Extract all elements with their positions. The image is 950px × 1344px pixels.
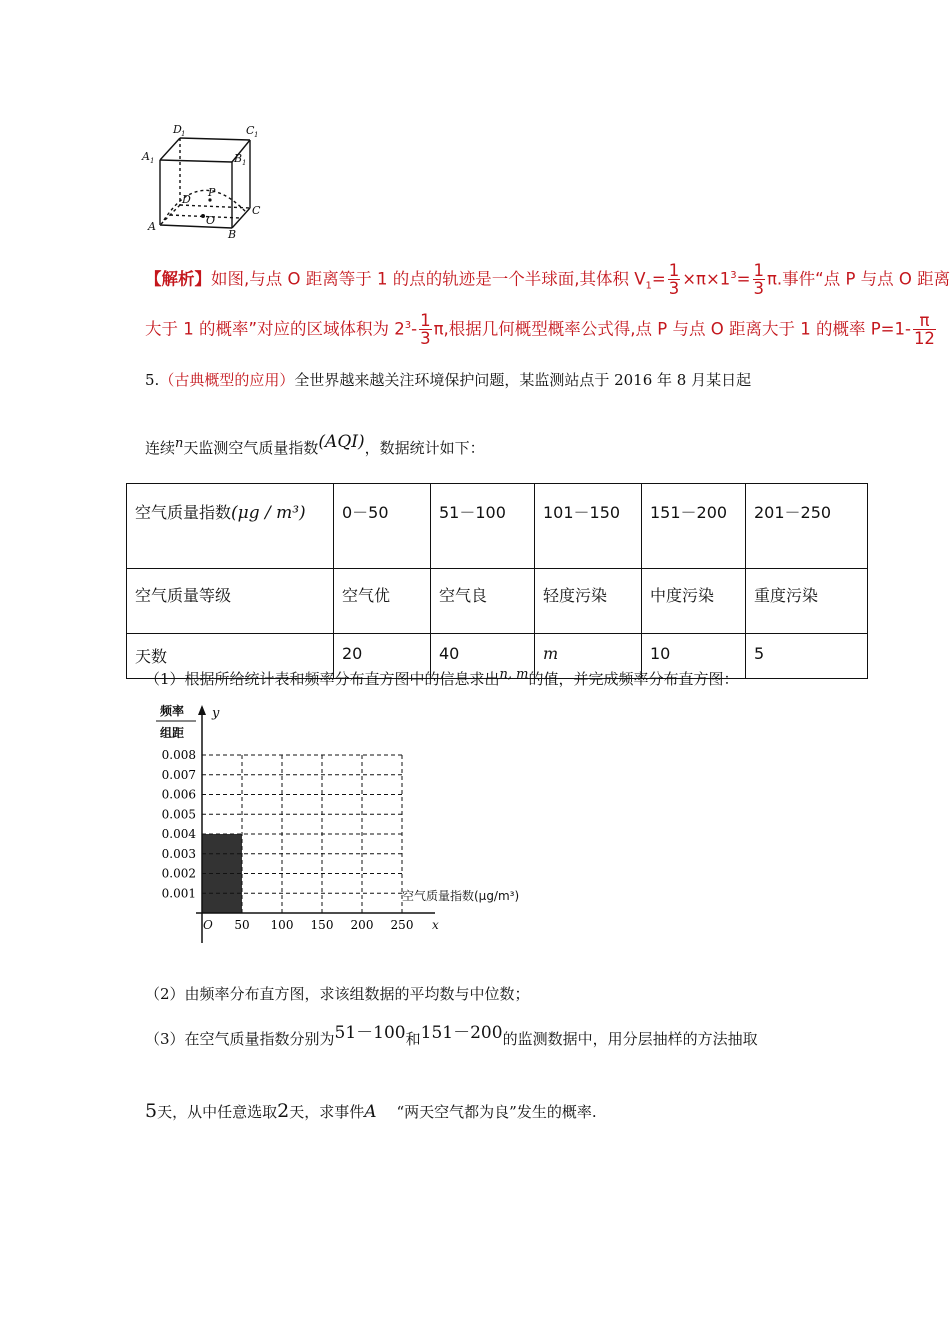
fraction: $\frac{1}{3}$ — [753, 261, 764, 299]
table-cell: 空气优 — [334, 569, 431, 634]
table-cell: 5 — [746, 634, 868, 679]
table-cell: 20 — [334, 634, 431, 679]
svg-text:1: 1 — [181, 130, 186, 138]
question-5-line2: 连续$^n$天监测空气质量指数$^{(AQI)}$，数据统计如下： — [145, 432, 485, 457]
table-cell: 10 — [642, 634, 746, 679]
fraction: $\frac{1}{3}$ — [420, 311, 431, 349]
question-5-intro: 5.（古典概型的应用）全世界越来越关注环境保护问题，某监测站点于 2016 年 8 月某日起 — [145, 371, 752, 389]
table-cell: 中度污染 — [642, 569, 746, 634]
table-header-cell: 空气质量指数(μg / m³) — [127, 484, 334, 569]
label-a1: A — [142, 150, 150, 163]
y-tick-label: 0.001 — [161, 886, 196, 901]
table-cell: 101－150 — [535, 484, 642, 569]
table-cell: 151－200 — [642, 484, 746, 569]
x-axis-title: 空气质量指数(μg/m³) — [402, 889, 520, 903]
x-tick-label: 100 — [270, 918, 294, 932]
x-axis-letter: x — [432, 918, 439, 932]
x-tick-label: 250 — [390, 918, 414, 932]
table-cell: 40 — [431, 634, 535, 679]
label-c1: C — [246, 124, 255, 137]
y-tick-label: 0.006 — [161, 787, 196, 802]
y-tick-label: 0.002 — [161, 866, 196, 881]
histogram-bar — [202, 834, 242, 913]
table-header-cell: 空气质量等级 — [127, 569, 334, 634]
y-tick-label: 0.008 — [161, 748, 196, 762]
x-tick-label: 50 — [234, 918, 250, 932]
x-tick-label: 200 — [350, 918, 374, 932]
fraction: $\frac{\pi}{12}$ — [913, 311, 935, 349]
svg-text:1: 1 — [150, 157, 155, 165]
y-label-top: 频率 — [160, 704, 185, 718]
svg-text:1: 1 — [242, 159, 247, 167]
table-cell: 51－100 — [431, 484, 535, 569]
label-d: D — [182, 193, 191, 206]
frequency-histogram — [150, 695, 520, 960]
label-b: B — [228, 228, 237, 241]
aqi-table — [126, 483, 868, 679]
subquestion-2: （2）由频率分布直方图，求该组数据的平均数与中位数； — [145, 985, 530, 1003]
svg-text:1: 1 — [254, 131, 259, 139]
y-axis-letter: y — [212, 706, 220, 721]
subquestion-3-cont: 5天，从中任意选取2天，求事件A “两天空气都为良”发生的概率. — [145, 1100, 597, 1122]
table-cell: 0－50 — [334, 484, 431, 569]
table-cell: 201－250 — [746, 484, 868, 569]
label-p: P — [208, 186, 216, 199]
label-b1: B — [234, 152, 243, 165]
y-axis-arrow — [198, 705, 206, 715]
analysis-tag: 【解析】 — [145, 269, 211, 289]
table-cell: 空气良 — [431, 569, 535, 634]
cube-figure — [140, 120, 270, 240]
y-tick-label: 0.003 — [161, 846, 196, 861]
origin-label: O — [203, 918, 213, 932]
table-row — [127, 569, 868, 634]
fraction: $\frac{1}{3}$ — [668, 261, 680, 299]
question-topic: （古典概型的应用） — [159, 371, 295, 389]
analysis-line-1: 【解析】如图,与点 O 距离等于 1 的点的轨迹是一个半球面,其体积 $V_1=$ $\frac{1}{3}$ $\times\pi\times 1^3=$ $\frac{1}{3}$ π.事件“点 P 与点 O 距离 — [145, 261, 950, 299]
subquestion-1: （1）根据所给统计表和频率分布直方图中的信息求出$^{n, m}$的值，并完成频率分布直方图： — [145, 667, 739, 688]
x-tick-label: 150 — [310, 918, 334, 932]
label-a: A — [148, 220, 156, 233]
y-tick-label: 0.004 — [161, 827, 196, 841]
analysis-line-2: 大于 1 的概率”对应的区域体积为 $2^3-$ $\frac{1}{3}$ π,根据几何概型概率公式得,点 P 与点 O 距离大于 1 的概率 P=1- $\frac{\pi}{12}$ — [145, 311, 935, 349]
label-o: O — [206, 214, 216, 227]
table-row — [127, 484, 868, 569]
table-cell: m — [535, 634, 642, 679]
label-d1: D — [173, 123, 182, 136]
table-cell: 重度污染 — [746, 569, 868, 634]
subquestion-3: （3）在空气质量指数分别为$^{51-100}$和$^{151-200}$的监测数据中，用分层抽样的方法抽取 — [145, 1023, 758, 1048]
y-tick-label: 0.005 — [161, 807, 196, 822]
label-c: C — [252, 204, 261, 217]
table-header-cell: 天数 — [127, 634, 334, 679]
table-cell: 轻度污染 — [535, 569, 642, 634]
y-tick-label: 0.007 — [161, 767, 196, 782]
y-label-bottom: 组距 — [160, 726, 185, 740]
